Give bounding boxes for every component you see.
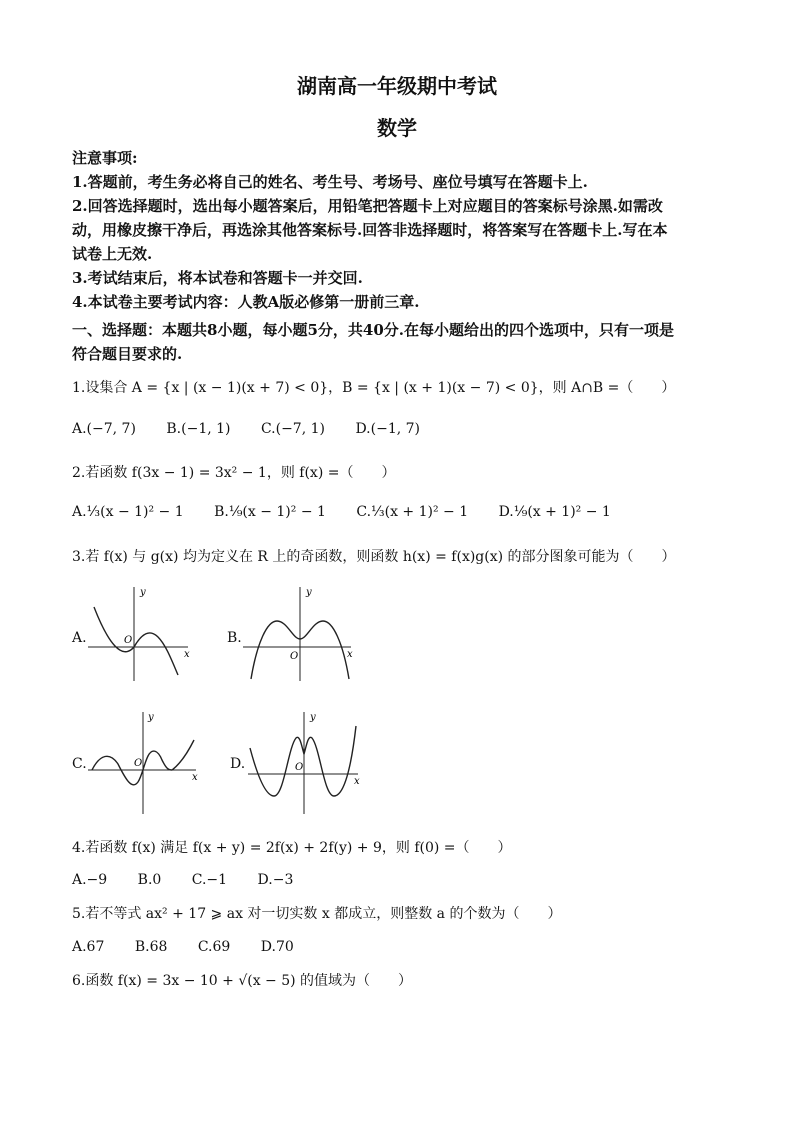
question-4-option-d: D.−3 [257, 872, 294, 888]
question-5-option-d: D.70 [260, 939, 294, 955]
section-heading-cont: 符合题目要求的. [72, 345, 183, 363]
question-1-option-d: D.(−1, 7) [355, 421, 420, 437]
exam-title: 湖南高一年级期中考试 [297, 74, 497, 98]
origin-label: O [134, 758, 143, 769]
question-3-graph-c [88, 708, 200, 816]
question-2-option-a: A.⅓(x − 1)² − 1 [72, 504, 184, 520]
curve-d [250, 726, 356, 796]
question-4-options [72, 872, 319, 888]
note-item-2: 2.回答选择题时，选出每小题答案后，用铅笔把答题卡上对应题目的答案标号涂黑.如需改 [72, 197, 663, 215]
question-4-option-a: A.−9 [72, 872, 108, 888]
y-axis-label: y [306, 587, 312, 598]
x-axis-label: x [184, 649, 190, 660]
question-1-option-a: A.(−7, 7) [72, 421, 136, 437]
origin-label: O [295, 762, 304, 773]
note-item-2-end: 试卷上无效. [72, 245, 153, 263]
note-item-4: 4.本试卷主要考试内容：人教A版必修第一册前三章. [72, 293, 420, 311]
section-heading: 一、选择题：本题共8小题，每小题5分，共40分.在每小题给出的四个选项中，只有一项是 [72, 321, 674, 339]
question-5-option-c: C.69 [197, 939, 231, 955]
y-axis-label: y [140, 587, 146, 598]
question-2-option-c: C.⅓(x + 1)² − 1 [356, 504, 469, 520]
question-5-option-a: A.67 [72, 939, 105, 955]
question-5-options [72, 939, 320, 955]
note-item-1: 1.答题前，考生务必将自己的姓名、考生号、考场号、座位号填写在答题卡上. [72, 173, 588, 191]
question-5-option-b: B.68 [134, 939, 168, 955]
question-2-option-d: D.⅑(x + 1)² − 1 [498, 504, 611, 520]
question-4-option-b: B.0 [137, 872, 162, 888]
question-4-option-c: C.−1 [191, 872, 228, 888]
exam-subject: 数学 [377, 116, 417, 140]
question-6-stem: 6.函数 f(x) = 3x − 10 + √(x − 5) 的值域为（ ） [72, 973, 413, 989]
y-axis-label: y [148, 712, 154, 723]
y-axis-label: y [310, 712, 316, 723]
notes-heading: 注意事项: [72, 149, 138, 167]
question-3-stem: 3.若 f(x) 与 g(x) 均为定义在 R 上的奇函数，则函数 h(x) = f(x)g(x) 的部分图象可能为（ ） [72, 549, 676, 565]
question-4-stem: 4.若函数 f(x) 满足 f(x + y) = 2f(x) + 2f(y) + 9，则 f(0) =（ ） [72, 840, 512, 856]
question-3-option-c-label: C. [72, 756, 87, 772]
origin-label: O [290, 651, 299, 662]
question-3-option-d-label: D. [230, 756, 246, 772]
x-axis-label: x [354, 776, 360, 787]
question-3-option-a-label: A. [72, 630, 87, 646]
question-3-option-b-label: B. [227, 630, 242, 646]
question-1-options [72, 421, 446, 437]
question-2-options [72, 504, 637, 520]
question-3-graph-b [243, 583, 358, 683]
x-axis-label: x [192, 772, 198, 783]
question-1-option-c: C.(−7, 1) [260, 421, 325, 437]
x-axis-label: x [347, 649, 353, 660]
origin-label: O [124, 635, 133, 646]
question-5-stem: 5.若不等式 ax² + 17 ⩾ ax 对一切实数 x 都成立，则整数 a 的个数为（ ） [72, 906, 562, 922]
question-1-option-b: B.(−1, 1) [166, 421, 231, 437]
question-2-stem: 2.若函数 f(3x − 1) = 3x² − 1，则 f(x) =（ ） [72, 465, 396, 481]
note-item-2-cont: 动，用橡皮擦干净后，再选涂其他答案标号.回答非选择题时，将答案写在答题卡上.写在本 [72, 221, 668, 239]
question-2-option-b: B.⅑(x − 1)² − 1 [214, 504, 326, 520]
note-item-3: 3.考试结束后，将本试卷和答题卡一并交回. [72, 269, 363, 287]
curve-a [94, 607, 178, 675]
question-3-graph-a [88, 583, 198, 683]
question-3-graph-d [248, 708, 363, 816]
question-1-stem: 1.设集合 A = {x | (x − 1)(x + 7) < 0}，B = {x | (x + 1)(x − 7) < 0}，则 A∩B =（ ） [72, 380, 676, 396]
